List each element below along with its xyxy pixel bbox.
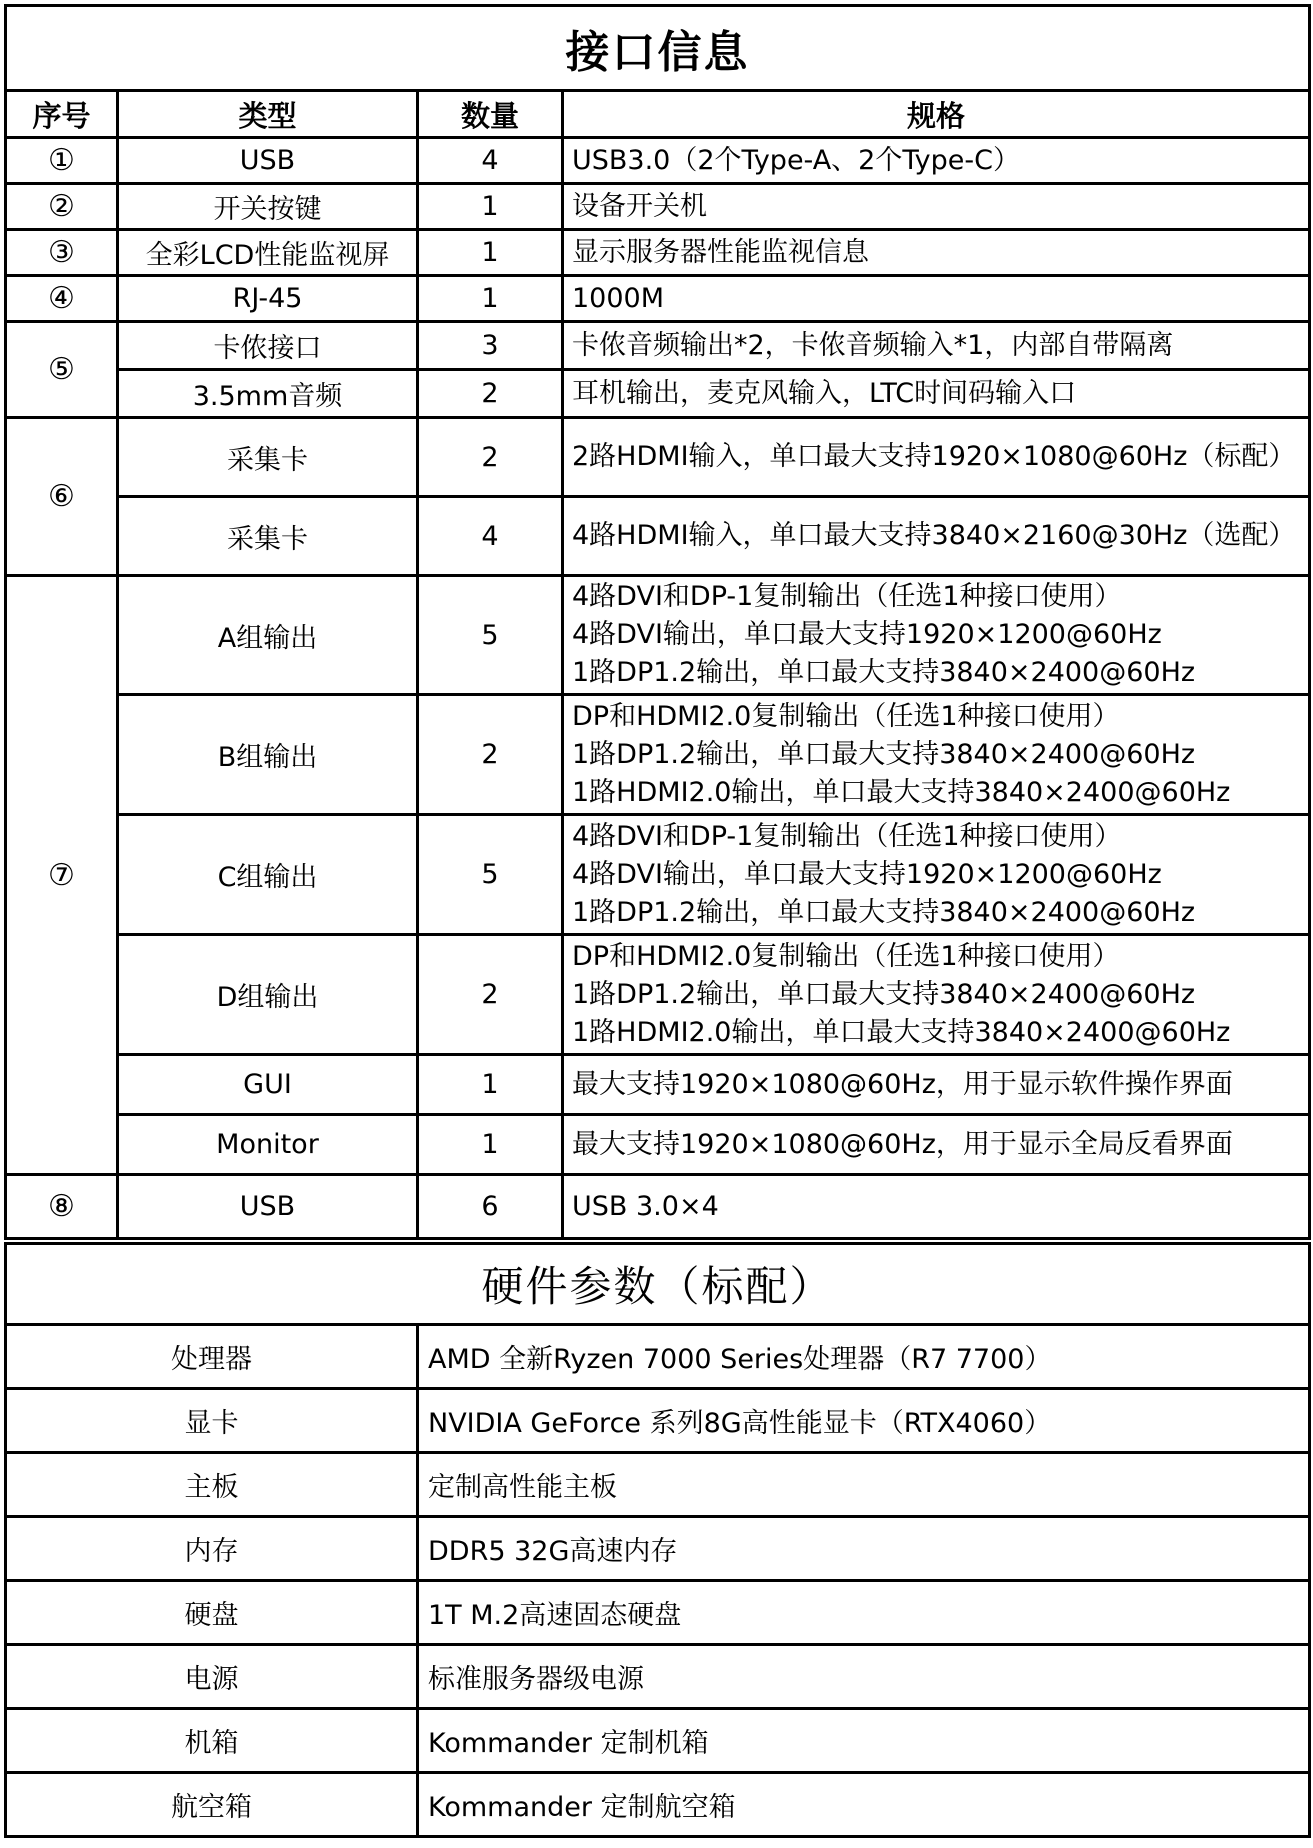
hw-value: 1T M.2高速固态硬盘: [418, 1581, 1310, 1645]
hw-name: 主板: [6, 1453, 418, 1517]
row-qty: 1: [418, 1115, 563, 1175]
spec-line: 1路DP1.2输出，单口最大支持3840×2400@60Hz: [572, 738, 1196, 770]
row-type: 卡侬接口: [118, 322, 418, 370]
hw-name: 处理器: [6, 1325, 418, 1389]
table-row: [6, 1645, 1310, 1709]
row-spec: 4路HDMI输入，单口最大支持3840×2160@30Hz（选配）: [563, 497, 1310, 576]
interface-title: 接口信息: [6, 6, 1310, 91]
hw-value: 定制高性能主板: [418, 1453, 1310, 1517]
hw-name: 显卡: [6, 1389, 418, 1453]
hw-name: 电源: [6, 1645, 418, 1709]
row-qty: 1: [418, 184, 563, 230]
row-spec: [563, 815, 1310, 935]
hw-value: 标准服务器级电源: [418, 1645, 1310, 1709]
row-qty: 4: [418, 138, 563, 184]
row-spec: [563, 695, 1310, 815]
row-spec: 最大支持1920×1080@60Hz，用于显示全局反看界面: [563, 1115, 1310, 1175]
row-type: B组输出: [118, 695, 418, 815]
table-row: [6, 1773, 1310, 1837]
row-qty: 2: [418, 695, 563, 815]
table-row: [6, 1453, 1310, 1517]
row-index: ③: [6, 230, 118, 276]
row-qty: 6: [418, 1175, 563, 1239]
table-row: [6, 1325, 1310, 1389]
row-type: 3.5mm音频: [118, 370, 418, 418]
row-type: 开关按键: [118, 184, 418, 230]
row-type: 采集卡: [118, 418, 418, 497]
row-qty: 1: [418, 230, 563, 276]
header-index: 序号: [6, 91, 118, 138]
row-spec: 1000M: [563, 276, 1310, 322]
hw-value: Kommander 定制航空箱: [418, 1773, 1310, 1837]
interface-header-row: [6, 91, 1310, 138]
row-type: GUI: [118, 1055, 418, 1115]
table-row: [6, 1517, 1310, 1581]
hw-value: DDR5 32G高速内存: [418, 1517, 1310, 1581]
hw-value: Kommander 定制机箱: [418, 1709, 1310, 1773]
row-qty: 4: [418, 497, 563, 576]
table-row: [6, 497, 1310, 576]
spec-line: 1路HDMI2.0输出，单口最大支持3840×2400@60Hz: [572, 776, 1231, 808]
hw-name: 硬盘: [6, 1581, 418, 1645]
row-spec: 耳机输出，麦克风输入，LTC时间码输入口: [563, 370, 1310, 418]
spec-line: 1路DP1.2输出，单口最大支持3840×2400@60Hz: [572, 896, 1196, 928]
row-type: A组输出: [118, 576, 418, 695]
table-row: [6, 370, 1310, 418]
row-index: ⑥: [6, 418, 118, 576]
spec-line: 1路DP1.2输出，单口最大支持3840×2400@60Hz: [572, 657, 1196, 688]
row-spec: 显示服务器性能监视信息: [563, 230, 1310, 276]
row-qty: 1: [418, 1055, 563, 1115]
row-spec: [563, 935, 1310, 1055]
hardware-title: 硬件参数（标配）: [6, 1244, 1310, 1325]
header-spec: 规格: [563, 91, 1310, 138]
spec-line: DP和HDMI2.0复制输出（任选1种接口使用）: [572, 700, 1120, 732]
row-index: ④: [6, 276, 118, 322]
spec-line: 4路DVI输出，单口最大支持1920×1200@60Hz: [572, 619, 1162, 650]
hw-name: 航空箱: [6, 1773, 418, 1837]
row-type: D组输出: [118, 935, 418, 1055]
table-row: [6, 230, 1310, 276]
header-type: 类型: [118, 91, 418, 138]
spec-line: 1路HDMI2.0输出，单口最大支持3840×2400@60Hz: [572, 1016, 1231, 1048]
row-spec: 最大支持1920×1080@60Hz，用于显示软件操作界面: [563, 1055, 1310, 1115]
row-type: C组输出: [118, 815, 418, 935]
row-qty: 2: [418, 370, 563, 418]
row-type: USB: [118, 1175, 418, 1239]
row-spec: [563, 576, 1310, 695]
row-spec: 卡侬音频输出*2，卡侬音频输入*1，内部自带隔离: [563, 322, 1310, 370]
table-row: [6, 322, 1310, 370]
table-row: [6, 1581, 1310, 1645]
table-row: [6, 815, 1310, 935]
table-row: [6, 1709, 1310, 1773]
table-row: [6, 1055, 1310, 1115]
row-qty: 2: [418, 935, 563, 1055]
table-row: [6, 276, 1310, 322]
row-spec: 设备开关机: [563, 184, 1310, 230]
hw-value: NVIDIA GeForce 系列8G高性能显卡（RTX4060）: [418, 1389, 1310, 1453]
row-type: Monitor: [118, 1115, 418, 1175]
row-spec: USB3.0（2个Type-A、2个Type-C）: [563, 138, 1310, 184]
header-qty: 数量: [418, 91, 563, 138]
spec-line: 4路DVI和DP-1复制输出（任选1种接口使用）: [572, 820, 1122, 852]
row-spec: USB 3.0×4: [563, 1175, 1310, 1239]
row-index: ②: [6, 184, 118, 230]
row-type: 采集卡: [118, 497, 418, 576]
table-row: [6, 1115, 1310, 1175]
row-type: RJ-45: [118, 276, 418, 322]
row-spec: 2路HDMI输入，单口最大支持1920×1080@60Hz（标配）: [563, 418, 1310, 497]
row-qty: 5: [418, 815, 563, 935]
table-row: [6, 935, 1310, 1055]
table-row: [6, 138, 1310, 184]
table-row: [6, 418, 1310, 497]
row-type: USB: [118, 138, 418, 184]
spec-line: 1路DP1.2输出，单口最大支持3840×2400@60Hz: [572, 978, 1196, 1010]
row-index: ⑧: [6, 1175, 118, 1239]
spec-line: DP和HDMI2.0复制输出（任选1种接口使用）: [572, 940, 1120, 972]
row-qty: 1: [418, 276, 563, 322]
hw-value: AMD 全新Ryzen 7000 Series处理器（R7 7700）: [418, 1325, 1310, 1389]
row-index: ①: [6, 138, 118, 184]
row-qty: 5: [418, 576, 563, 695]
table-row: [6, 184, 1310, 230]
spec-line: 4路DVI和DP-1复制输出（任选1种接口使用）: [572, 581, 1122, 612]
hw-name: 机箱: [6, 1709, 418, 1773]
table-row: [6, 576, 1310, 695]
hw-name: 内存: [6, 1517, 418, 1581]
row-qty: 2: [418, 418, 563, 497]
row-index: ⑤: [6, 322, 118, 418]
table-row: [6, 1389, 1310, 1453]
row-index: ⑦: [6, 576, 118, 1175]
row-type: 全彩LCD性能监视屏: [118, 230, 418, 276]
row-qty: 3: [418, 322, 563, 370]
interface-table: [4, 4, 1311, 1240]
table-row: [6, 1175, 1310, 1239]
hardware-table: [4, 1242, 1311, 1838]
table-row: [6, 695, 1310, 815]
spec-line: 4路DVI输出，单口最大支持1920×1200@60Hz: [572, 858, 1162, 890]
